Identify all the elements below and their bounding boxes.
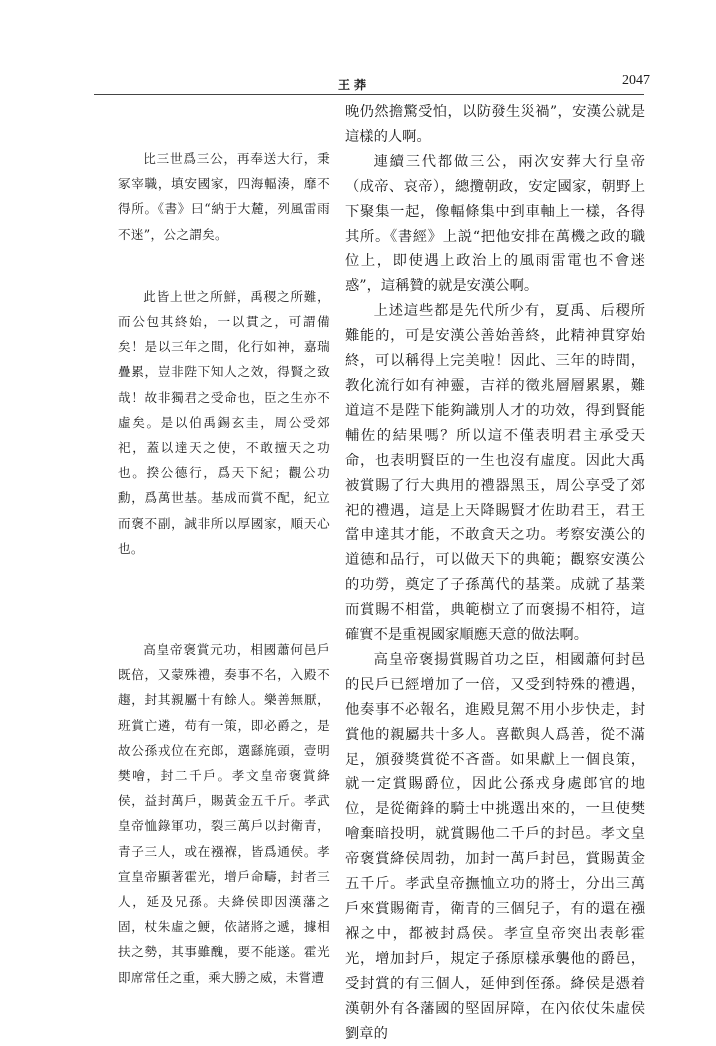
page-header-title: 王莽 (338, 78, 371, 92)
translation-column (345, 100, 645, 1046)
classical-text-column (118, 130, 330, 990)
header-divider (94, 94, 644, 95)
translation-paragraph: 高皇帝褒揚賞賜首功之臣，相國蕭何封邑的民戶已經增加了一倍，又受到特殊的禮遇，他奏事不必報名，進殿見駕不用小步快走，封賞他的親屬共十多人。喜歡與人爲善，從不滿足，頒發獎賞從不吝嗇。如果獻上一個良策，就一定賞賜爵位，因此公孫戎身處郎官的地位，是從衛鋒的騎士中挑選出來的，一旦使樊噲棄暗投明，就賞賜他二千戶的封邑。孝文皇帝褒賞絳侯周勃，加封一萬戶封邑，賞賜黃金五千斤。孝武皇帝撫恤立功的將士，分出三萬戶來賞賜衛青，衛青的三個兒子，有的還在襁褓之中，都被封爲侯。孝宣皇帝突出表彰霍光，增加封戶，規定子孫原樣承襲他的爵邑，受封賞的有三個人，延伸到侄孫。絳侯是憑着漢朝外有各藩國的堅固屏障，在內依仗朱虛侯劉章的 (345, 651, 645, 1042)
classical-paragraph: 比三世爲三公，再奉送大行，秉冢宰職，填安國家，四海輻湊，靡不得所。《書》曰“納于大麓，列風雷雨不迷”，公之謂矣。 (118, 151, 330, 242)
translation-paragraph: 晚仍然擔驚受怕，以防發生災禍”，安漢公就是這樣的人啊。 (345, 104, 645, 145)
page-number: 2047 (622, 73, 650, 88)
classical-paragraph: 此皆上世之所鮮，禹稷之所難，而公包其終始，一以貫之，可謂備矣！是以三年之間，化行如神，嘉瑞疊累，豈非陛下知人之效，得賢之致哉！故非獨君之受命也，臣之生亦不虛矣。是以伯禹錫玄圭，周公受郊祀，蓋以達天之使，不敢擅天之功也。揆公德行，爲天下紀；觀公功勳，爲萬世基。基成而賞不配，紀立而褒不副，誠非所以厚國家，順天心也。 (118, 288, 330, 556)
classical-paragraph: 高皇帝褒賞元功，相國蕭何邑戶既倍，又蒙殊禮，奏事不名，入殿不趨，封其親屬十有餘人。樂善無厭，班賞亡遴，苟有一策，即必爵之，是故公孫戎位在充郎，選繇旄頭，壹明樊噲，封二千戶。孝文皇帝褒賞絳侯，益封萬戶，賜黃金五千斤。孝武皇帝恤錄軍功，裂三萬戶以封衛青，青子三人，或在襁褓，皆爲通侯。孝宣皇帝顯著霍光，增戶命疇，封者三人，延及兄孫。夫絳侯即因漢藩之固，杖朱虛之鯁，依諸將之遞，據相扶之勢，其事雖醜，要不能遂。霍光即席常任之重，乘大勝之威，未嘗遭 (118, 642, 330, 985)
translation-paragraph: 上述這些都是先代所少有，夏禹、后稷所難能的，可是安漢公善始善終，此精神貫穿始終，可以稱得上完美啦！因此、三年的時間，教化流行如有神靈，吉祥的徵兆層層累累，難道這不是陛下能夠識別人才的功效，得到賢能輔佐的結果嗎？所以這不僅表明君主承受天命，也表明賢臣的一生也沒有虛度。因此大禹被賞賜了行大典用的禮器黑玉，周公享受了郊祀的禮遇，這是上天降賜賢才佐助君王，君王當申達其才能，不敢貪天之功。考察安漢公的道德和品行，可以做天下的典範；觀察安漢公的功勞，奠定了子孫萬代的基業。成就了基業而賞賜不相當，典範樹立了而褒揚不相符，這確實不是重視國家順應天意的做法啊。 (345, 303, 645, 644)
translation-paragraph: 連續三代都做三公，兩次安葬大行皇帝（成帝、哀帝），總攬朝政，安定國家，朝野上下聚集一起，像輻條集中到車軸上一樣，各得其所。《書經》上説“把他安排在萬機之政的職位上，即使遇上政治上的風雨雷電也不會迷惑”，這稱贊的就是安漢公啊。 (345, 153, 645, 295)
